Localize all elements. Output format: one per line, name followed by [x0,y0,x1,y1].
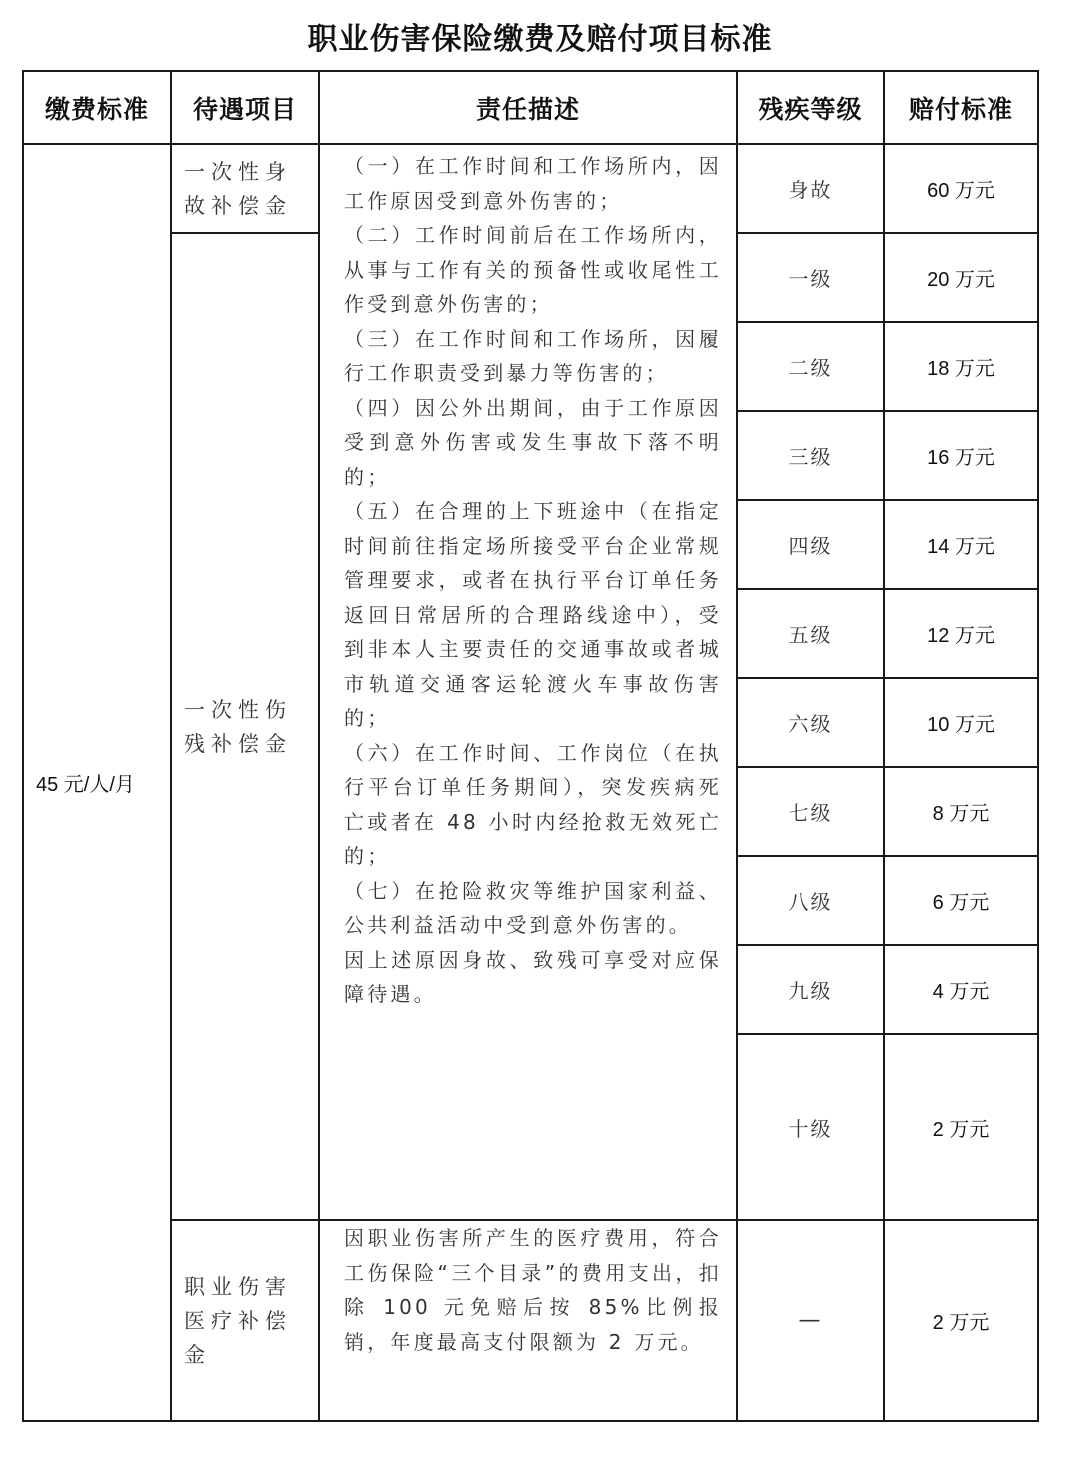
page-title: 职业伤害保险缴费及赔付项目标准 [307,22,773,57]
amount-cell: 20 万元 [884,233,1038,322]
medical-description-cell: 因职业伤害所产生的医疗费用，符合工伤保险“三个目录”的费用支出，扣除 100 元免赔后按 85%比例报销，年度最高支付限额为 2 万元。 [319,1220,737,1421]
grade-cell: 九级 [737,945,884,1034]
description-clause-2: （二）工作时间前后在工作场所内，从事与工作有关的预备性或收尾性工作受到意外伤害的； [344,223,722,316]
grade-cell: 六级 [737,678,884,767]
header-liability-description: 责任描述 [319,71,737,144]
amount-cell: 10 万元 [884,678,1038,767]
description-clause-6: （六）在工作时间、工作岗位（在执行平台订单任务期间），突发疾病死亡或者在 48 小时内经抢救无效死亡的； [344,740,722,868]
grade-cell: 十级 [737,1034,884,1220]
grade-cell: 八级 [737,856,884,945]
description-clause-4: （四）因公外出期间，由于工作原因受到意外伤害或发生事故下落不明的； [344,395,722,489]
amount-cell: 6 万元 [884,856,1038,945]
description-clause-1: （一）在工作时间和工作场所内，因工作原因受到意外伤害的； [344,154,722,213]
description-summary: 因上述原因身故、致残可享受对应保障待遇。 [344,947,722,1006]
grade-cell: 三级 [737,411,884,500]
grade-cell: 身故 [737,144,884,233]
amount-cell: 60 万元 [884,144,1038,233]
amount-cell: 16 万元 [884,411,1038,500]
header-fee-standard: 缴费标准 [23,71,171,144]
medical-amount-cell: 2 万元 [884,1220,1038,1421]
description-clause-5: （五）在合理的上下班途中（在指定时间前往指定场所接受平台企业常规管理要求，或者在执行平台订单任务返回日常居所的合理路线途中），受到非本人主要责任的交通事故或者城市轨道交通客运轮渡火车事故伤害的； [344,499,722,730]
header-compensation-standard: 赔付标准 [884,71,1038,144]
grade-cell: 七级 [737,767,884,856]
insurance-standards-table [22,70,1039,1422]
table-header-row [23,71,1038,144]
disability-compensation-item: 一次性伤残补偿金 [171,233,319,1220]
fee-standard-cell: 45 元/人/月 [23,144,171,1421]
amount-cell: 8 万元 [884,767,1038,856]
amount-cell: 14 万元 [884,500,1038,589]
medical-compensation-item: 职业伤害医疗补偿金 [171,1220,319,1421]
grade-cell: 五级 [737,589,884,678]
description-clause-7: （七）在抢险救灾等维护国家利益、公共利益活动中受到意外伤害的。 [344,878,722,937]
table-row [23,144,1038,233]
amount-cell: 18 万元 [884,322,1038,411]
table-row [23,1220,1038,1421]
medical-grade-cell: — [737,1220,884,1421]
death-compensation-item: 一次性身故补偿金 [171,144,319,233]
grade-cell: 二级 [737,322,884,411]
description-clause-3: （三）在工作时间和工作场所，因履行工作职责受到暴力等伤害的； [344,326,722,385]
header-disability-grade: 残疾等级 [737,71,884,144]
amount-cell: 4 万元 [884,945,1038,1034]
grade-cell: 一级 [737,233,884,322]
grade-cell: 四级 [737,500,884,589]
amount-cell: 2 万元 [884,1034,1038,1220]
amount-cell: 12 万元 [884,589,1038,678]
liability-description-cell [319,144,737,1220]
header-benefit-item: 待遇项目 [171,71,319,144]
